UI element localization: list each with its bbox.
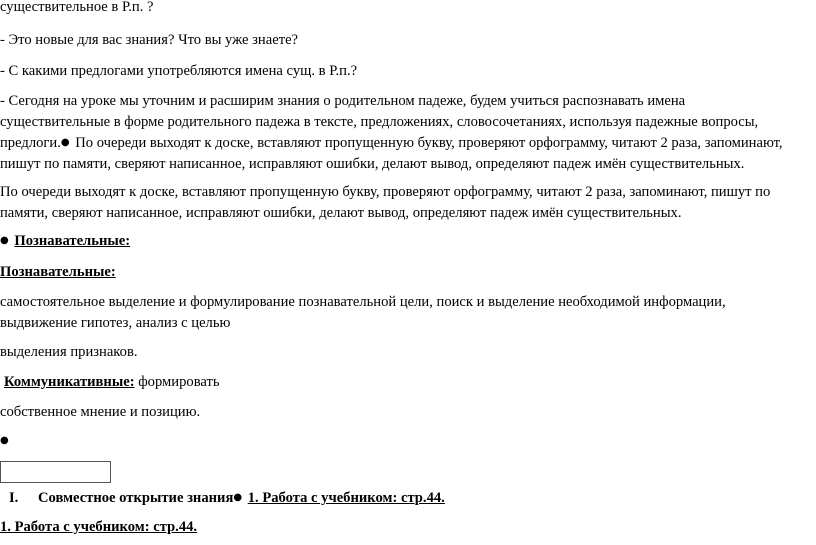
bullet-icon: ● [60, 137, 70, 148]
heading-text: Познавательные: [0, 264, 116, 280]
text: существительное в Р.п. ? [0, 0, 154, 15]
text: - Это новые для вас знания? Что вы уже знаете? [0, 32, 299, 48]
task-link-text: 1. Работа с учебником: стр.44. [247, 490, 445, 506]
task-heading [0, 516, 197, 538]
paragraph-line [0, 153, 744, 175]
bullet-line [0, 430, 11, 454]
paragraph-line [0, 312, 230, 334]
section-heading-text [38, 487, 445, 511]
paragraph-line [0, 111, 758, 133]
bullet-icon: ● [0, 435, 9, 446]
empty-text-box [0, 461, 111, 483]
text-line [0, 60, 357, 82]
text: - Сегодня на уроке мы уточним и расширим знания о родительном падеже, будем учиться распознавать имена [0, 93, 686, 109]
bullet-icon: ● [0, 235, 9, 246]
text: пишут по памяти, сверяют написанное, исправляют ошибки, делают вывод, определяют падеж имён существительных. [0, 156, 745, 172]
text: формировать [134, 374, 220, 390]
bullet-heading [0, 230, 130, 254]
text-line [0, 0, 153, 18]
paragraph-line [0, 202, 682, 224]
text: По очереди выходят к доске, вставляют пропущенную букву, проверяют орфограмму, читают 2 раза, запоминают, [71, 135, 783, 151]
section-numeral: I. [9, 490, 19, 506]
task-text: 1. Работа с учебником: стр.44. [0, 519, 198, 535]
section-title: Совместное открытие знания [38, 490, 234, 506]
paragraph-line [4, 371, 220, 393]
text: выдвижение гипотез, анализ с целью [0, 315, 231, 331]
text-line [0, 29, 298, 51]
paragraph-line [0, 401, 200, 423]
heading-text: Коммуникативные: [4, 374, 135, 390]
text: - С какими предлогами употребляются имена сущ. в Р.п.? [0, 63, 358, 79]
text: выделения признаков. [0, 344, 138, 360]
heading-line [0, 261, 116, 283]
heading-text: Познавательные: [14, 233, 131, 249]
text: собственное мнение и позицию. [0, 404, 201, 420]
paragraph-line [0, 291, 726, 313]
text: предлоги. [0, 135, 61, 151]
bullet-icon: ● [233, 492, 243, 503]
text: существительные в форме родительного падежа в тексте, предложениях, словосочетаниях, используя падежные вопросы, [0, 114, 759, 130]
text: самостоятельное выделение и формулирование познавательной цели, поиск и выделение необходимой информации, [0, 294, 726, 310]
paragraph-line [0, 341, 138, 363]
text: По очереди выходят к доске, вставляют пропущенную букву, проверяют орфограмму, читают 2 раза, запоминают, пишут по [0, 184, 771, 200]
text: памяти, сверяют написанное, исправляют ошибки, делают вывод, определяют падеж имён существительных. [0, 205, 682, 221]
paragraph-line [0, 90, 685, 112]
paragraph-line [0, 181, 770, 203]
